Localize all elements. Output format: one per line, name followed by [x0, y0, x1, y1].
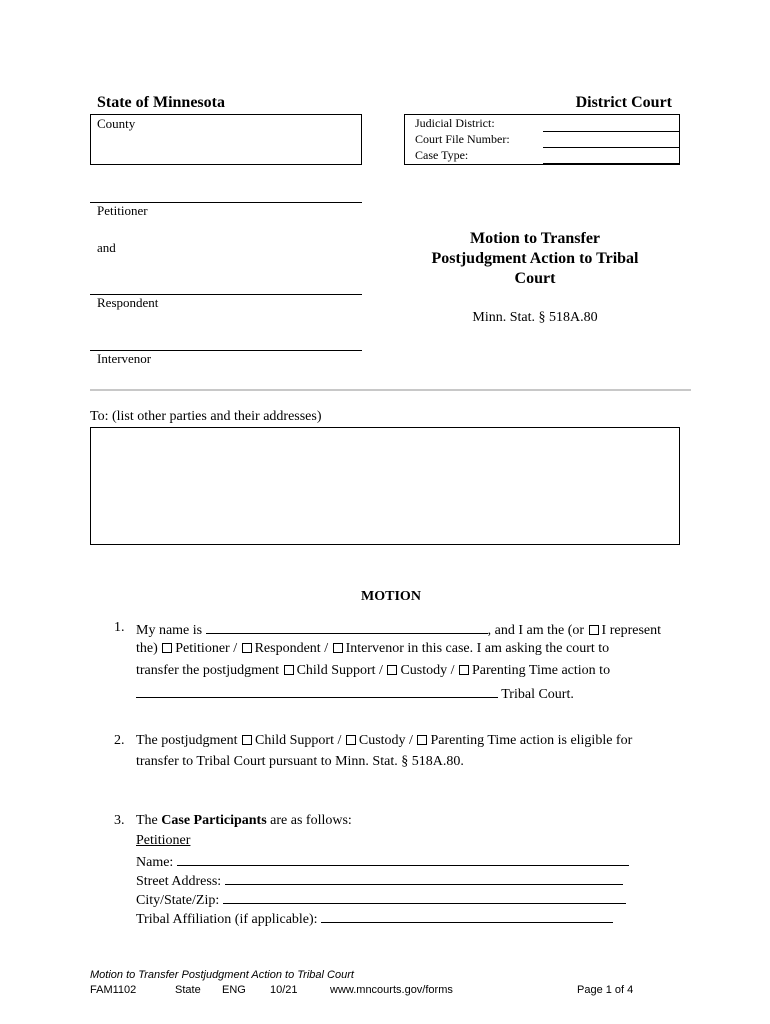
item2-line2: transfer to Tribal Court pursuant to Minn. Stat. § 518A.80.	[136, 754, 464, 769]
judicial-district-field[interactable]	[543, 131, 679, 132]
intervenor-label: Intervenor	[97, 351, 152, 366]
item3-number: 3.	[114, 813, 125, 828]
item1-custody-option: Custody /	[400, 663, 455, 678]
item3-are-as-follows: are as follows:	[270, 813, 352, 828]
footer-state: State	[175, 984, 201, 996]
petitioner-tribal-field[interactable]	[321, 909, 613, 923]
tribal-court-name-field[interactable]	[136, 684, 498, 698]
item1-the: the)	[136, 641, 158, 656]
item2-number: 2.	[114, 733, 125, 748]
tribal-affiliation-label: Tribal Affiliation (if applicable):	[136, 912, 318, 927]
item2-parenting-time-checkbox[interactable]	[417, 735, 427, 745]
form-title-line1: Motion to Transfer	[469, 230, 601, 247]
petitioner-name-row	[136, 852, 629, 871]
footer-date: 10/21	[270, 984, 298, 996]
intervenor-option: Intervenor in this case. I am asking the court to	[345, 641, 610, 656]
item2-postjudgment: The postjudgment	[136, 733, 238, 748]
item1-line4	[136, 684, 574, 703]
item1-line3	[136, 663, 610, 679]
section-divider	[90, 389, 691, 391]
and-label: and	[97, 240, 116, 255]
footer-language: ENG	[222, 984, 246, 996]
form-title	[400, 229, 670, 289]
item2-child-support-option: Child Support /	[255, 733, 342, 748]
item1-custody-checkbox[interactable]	[387, 665, 397, 675]
petitioner-checkbox[interactable]	[162, 643, 172, 653]
item1-number: 1.	[114, 620, 125, 635]
street-address-label: Street Address:	[136, 874, 222, 889]
petitioner-street-row	[136, 871, 623, 890]
to-label: To: (list other parties and their addresses)	[90, 409, 322, 424]
motion-heading: MOTION	[361, 589, 421, 604]
item2-custody-option: Custody /	[358, 733, 413, 748]
respondent-label: Respondent	[97, 295, 159, 310]
court-file-number-label: Court File Number:	[415, 132, 510, 146]
item1-name-field[interactable]	[206, 620, 488, 634]
footer-url[interactable]: www.mncourts.gov/forms	[330, 984, 453, 996]
petitioner-city-row	[136, 890, 626, 909]
other-parties-box[interactable]	[90, 427, 680, 545]
item1-transfer-text: transfer the postjudgment	[136, 663, 280, 678]
petitioner-label: Petitioner	[97, 203, 148, 218]
county-box[interactable]	[90, 114, 362, 165]
item1-i-represent: I represent	[601, 623, 661, 638]
case-type-label: Case Type:	[415, 148, 469, 162]
statute-reference: Minn. Stat. § 518A.80	[472, 310, 598, 325]
item1-child-support-checkbox[interactable]	[284, 665, 294, 675]
petitioner-tribal-row	[136, 909, 613, 928]
item1-parenting-time-checkbox[interactable]	[459, 665, 469, 675]
item1-child-support-option: Child Support /	[296, 663, 383, 678]
form-title-line2: Postjudgment Action to Tribal	[431, 250, 639, 267]
petitioner-name-field[interactable]	[177, 852, 629, 866]
form-title-line3: Court	[514, 270, 556, 287]
footer-page-number: Page 1 of 4	[577, 984, 634, 996]
item1-my-name-is: My name is	[136, 623, 203, 638]
county-label: County	[97, 116, 136, 131]
petitioner-option: Petitioner /	[175, 641, 238, 656]
item2-line1	[136, 733, 632, 749]
case-participants-label: Case Participants	[161, 813, 267, 828]
intervenor-checkbox[interactable]	[333, 643, 343, 653]
item1-line2	[136, 641, 609, 657]
judicial-district-label: Judicial District:	[415, 116, 495, 130]
respondent-checkbox[interactable]	[242, 643, 252, 653]
footer-form-number: FAM1102	[90, 984, 137, 996]
case-info-box	[404, 114, 680, 165]
petitioner-subheading: Petitioner	[136, 833, 191, 848]
item3-intro	[136, 813, 352, 829]
name-label: Name:	[136, 855, 174, 870]
item1-line1	[136, 620, 661, 639]
represent-checkbox[interactable]	[589, 625, 599, 635]
item1-and-i-am: , and I am the (or	[487, 623, 585, 638]
item2-custody-checkbox[interactable]	[346, 735, 356, 745]
case-type-field[interactable]	[543, 163, 679, 164]
petitioner-city-field[interactable]	[223, 890, 626, 904]
item3-the: The	[136, 813, 158, 828]
respondent-option: Respondent /	[254, 641, 329, 656]
state-heading: State of Minnesota	[97, 94, 225, 111]
item1-parenting-time-option: Parenting Time action to	[472, 663, 611, 678]
item1-tribal-court: Tribal Court.	[501, 687, 574, 702]
footer-title: Motion to Transfer Postjudgment Action to Tribal Court	[90, 969, 354, 981]
court-file-number-field[interactable]	[543, 147, 679, 148]
petitioner-street-field[interactable]	[225, 871, 623, 885]
item2-child-support-checkbox[interactable]	[242, 735, 252, 745]
city-state-zip-label: City/State/Zip:	[136, 893, 220, 908]
court-heading: District Court	[575, 94, 672, 111]
item2-parenting-time-option: Parenting Time action is eligible for	[430, 733, 633, 748]
